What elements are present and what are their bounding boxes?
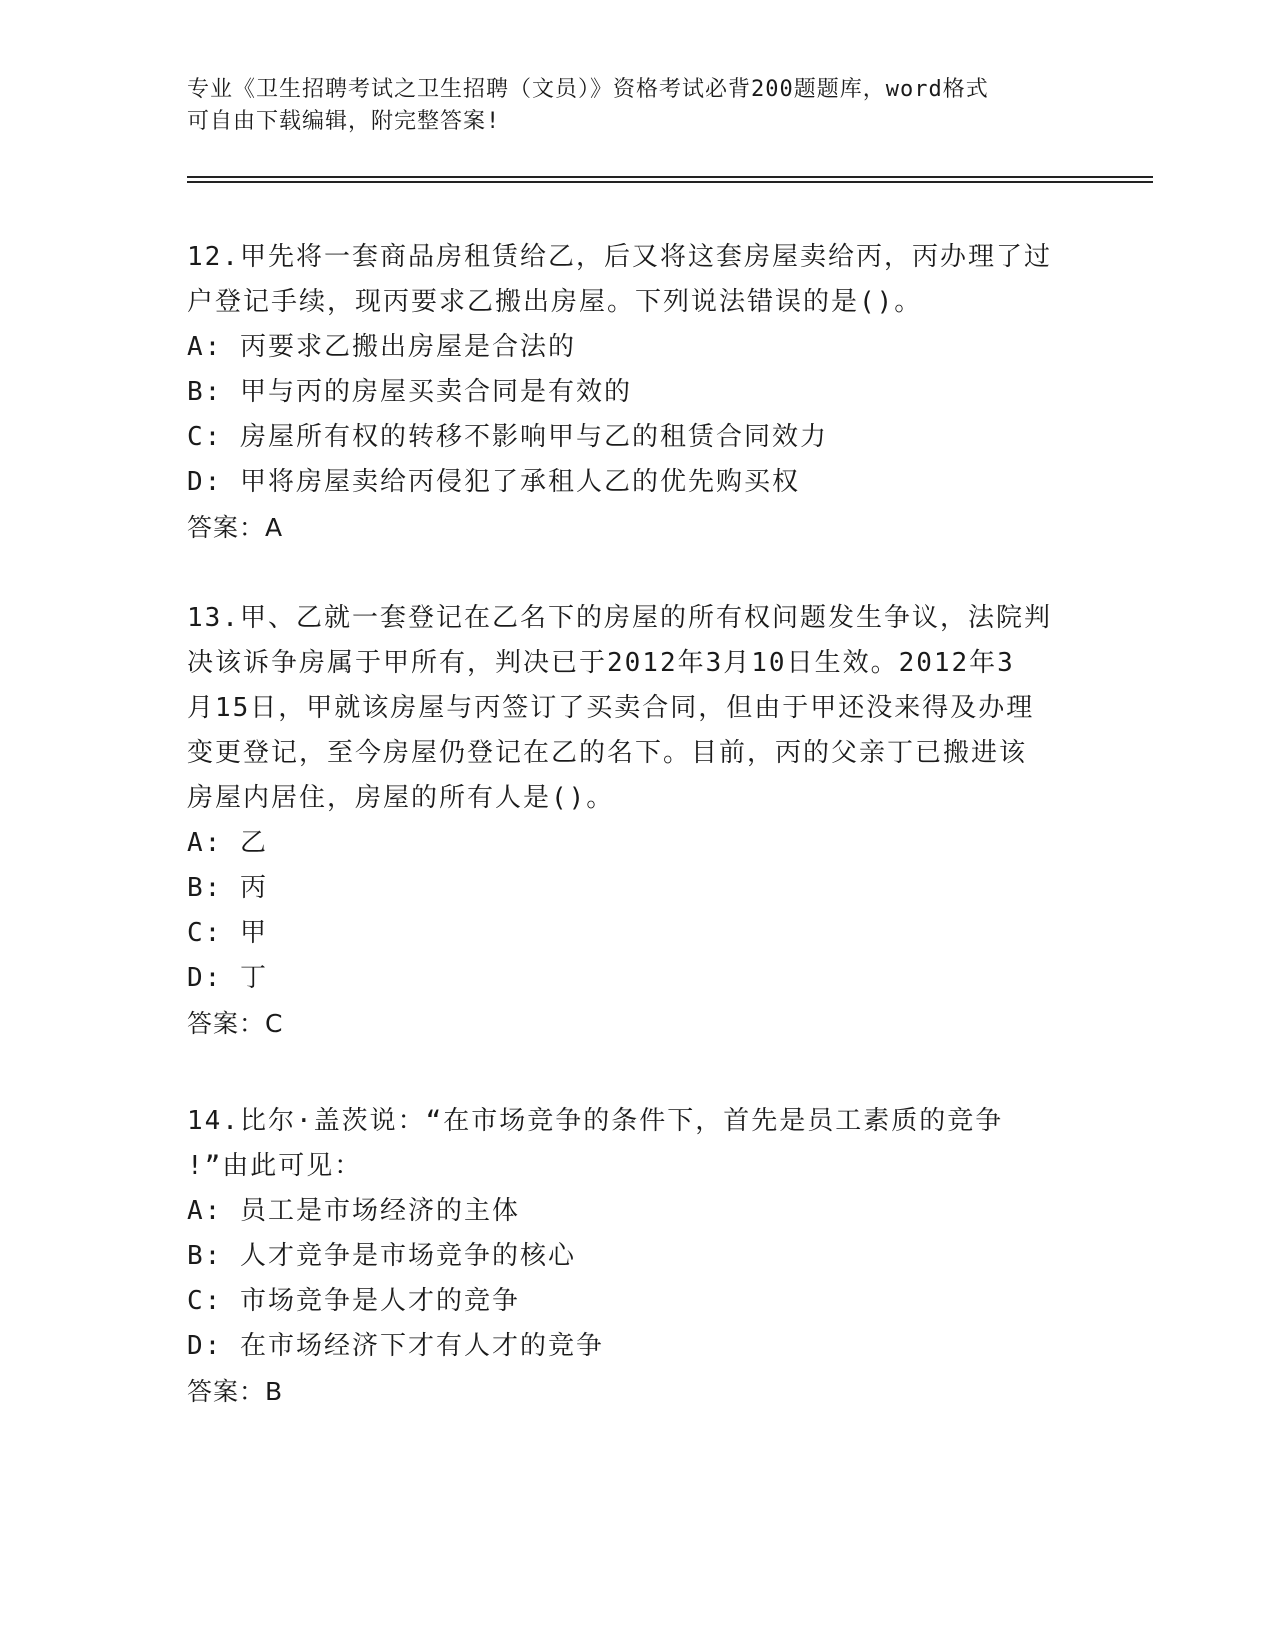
option-c: C: 房屋所有权的转移不影响甲与乙的租赁合同效力 — [187, 422, 828, 452]
option-a: A: 丙要求乙搬出房屋是合法的 — [187, 332, 576, 362]
header-title-line-1: 专业《卫生招聘考试之卫生招聘（文员）》资格考试必背200题题库，word格式 — [187, 77, 989, 102]
option-d: D: 在市场经济下才有人才的竞争 — [187, 1331, 604, 1361]
option-a: A: 乙 — [187, 828, 268, 858]
header-divider-top — [187, 176, 1153, 178]
question-text-line: 12.甲先将一套商品房租赁给乙，后又将这套房屋卖给丙，丙办理了过 — [187, 242, 1052, 272]
question-13 — [187, 596, 1087, 1046]
option-d: D: 丁 — [187, 963, 268, 993]
option-b: B: 甲与丙的房屋买卖合同是有效的 — [187, 377, 632, 407]
option-c: C: 市场竞争是人才的竞争 — [187, 1286, 520, 1316]
question-text-line: 变更登记，至今房屋仍登记在乙的名下。目前，丙的父亲丁已搬进该 — [187, 738, 1028, 768]
option-b: B: 丙 — [187, 873, 268, 903]
header-title-line-2: 可自由下载编辑，附完整答案! — [187, 109, 501, 134]
document-header — [187, 74, 1067, 138]
question-text-line: 13.甲、乙就一套登记在乙名下的房屋的所有权问题发生争议，法院判 — [187, 603, 1052, 633]
option-a: A: 员工是市场经济的主体 — [187, 1196, 520, 1226]
question-12 — [187, 235, 1087, 550]
header-divider-bottom — [187, 181, 1153, 183]
question-14 — [187, 1099, 1087, 1414]
answer-label: 答案：B — [187, 1377, 284, 1406]
option-b: B: 人才竞争是市场竞争的核心 — [187, 1241, 576, 1271]
question-text-line: 月15日，甲就该房屋与丙签订了买卖合同，但由于甲还没来得及办理 — [187, 693, 1035, 723]
question-text-line: 房屋内居住，房屋的所有人是()。 — [187, 783, 615, 813]
question-text-line: 决该诉争房属于甲所有，判决已于2012年3月10日生效。2012年3 — [187, 648, 1015, 678]
answer-label: 答案：A — [187, 513, 284, 542]
option-c: C: 甲 — [187, 918, 268, 948]
answer-label: 答案：C — [187, 1009, 284, 1038]
question-text-line: !”由此可见： — [187, 1151, 363, 1181]
question-text-line: 户登记手续，现丙要求乙搬出房屋。下列说法错误的是()。 — [187, 287, 923, 317]
question-text-line: 14.比尔·盖茨说：“在市场竞争的条件下，首先是员工素质的竞争 — [187, 1106, 1004, 1136]
option-d: D: 甲将房屋卖给丙侵犯了承租人乙的优先购买权 — [187, 467, 800, 497]
